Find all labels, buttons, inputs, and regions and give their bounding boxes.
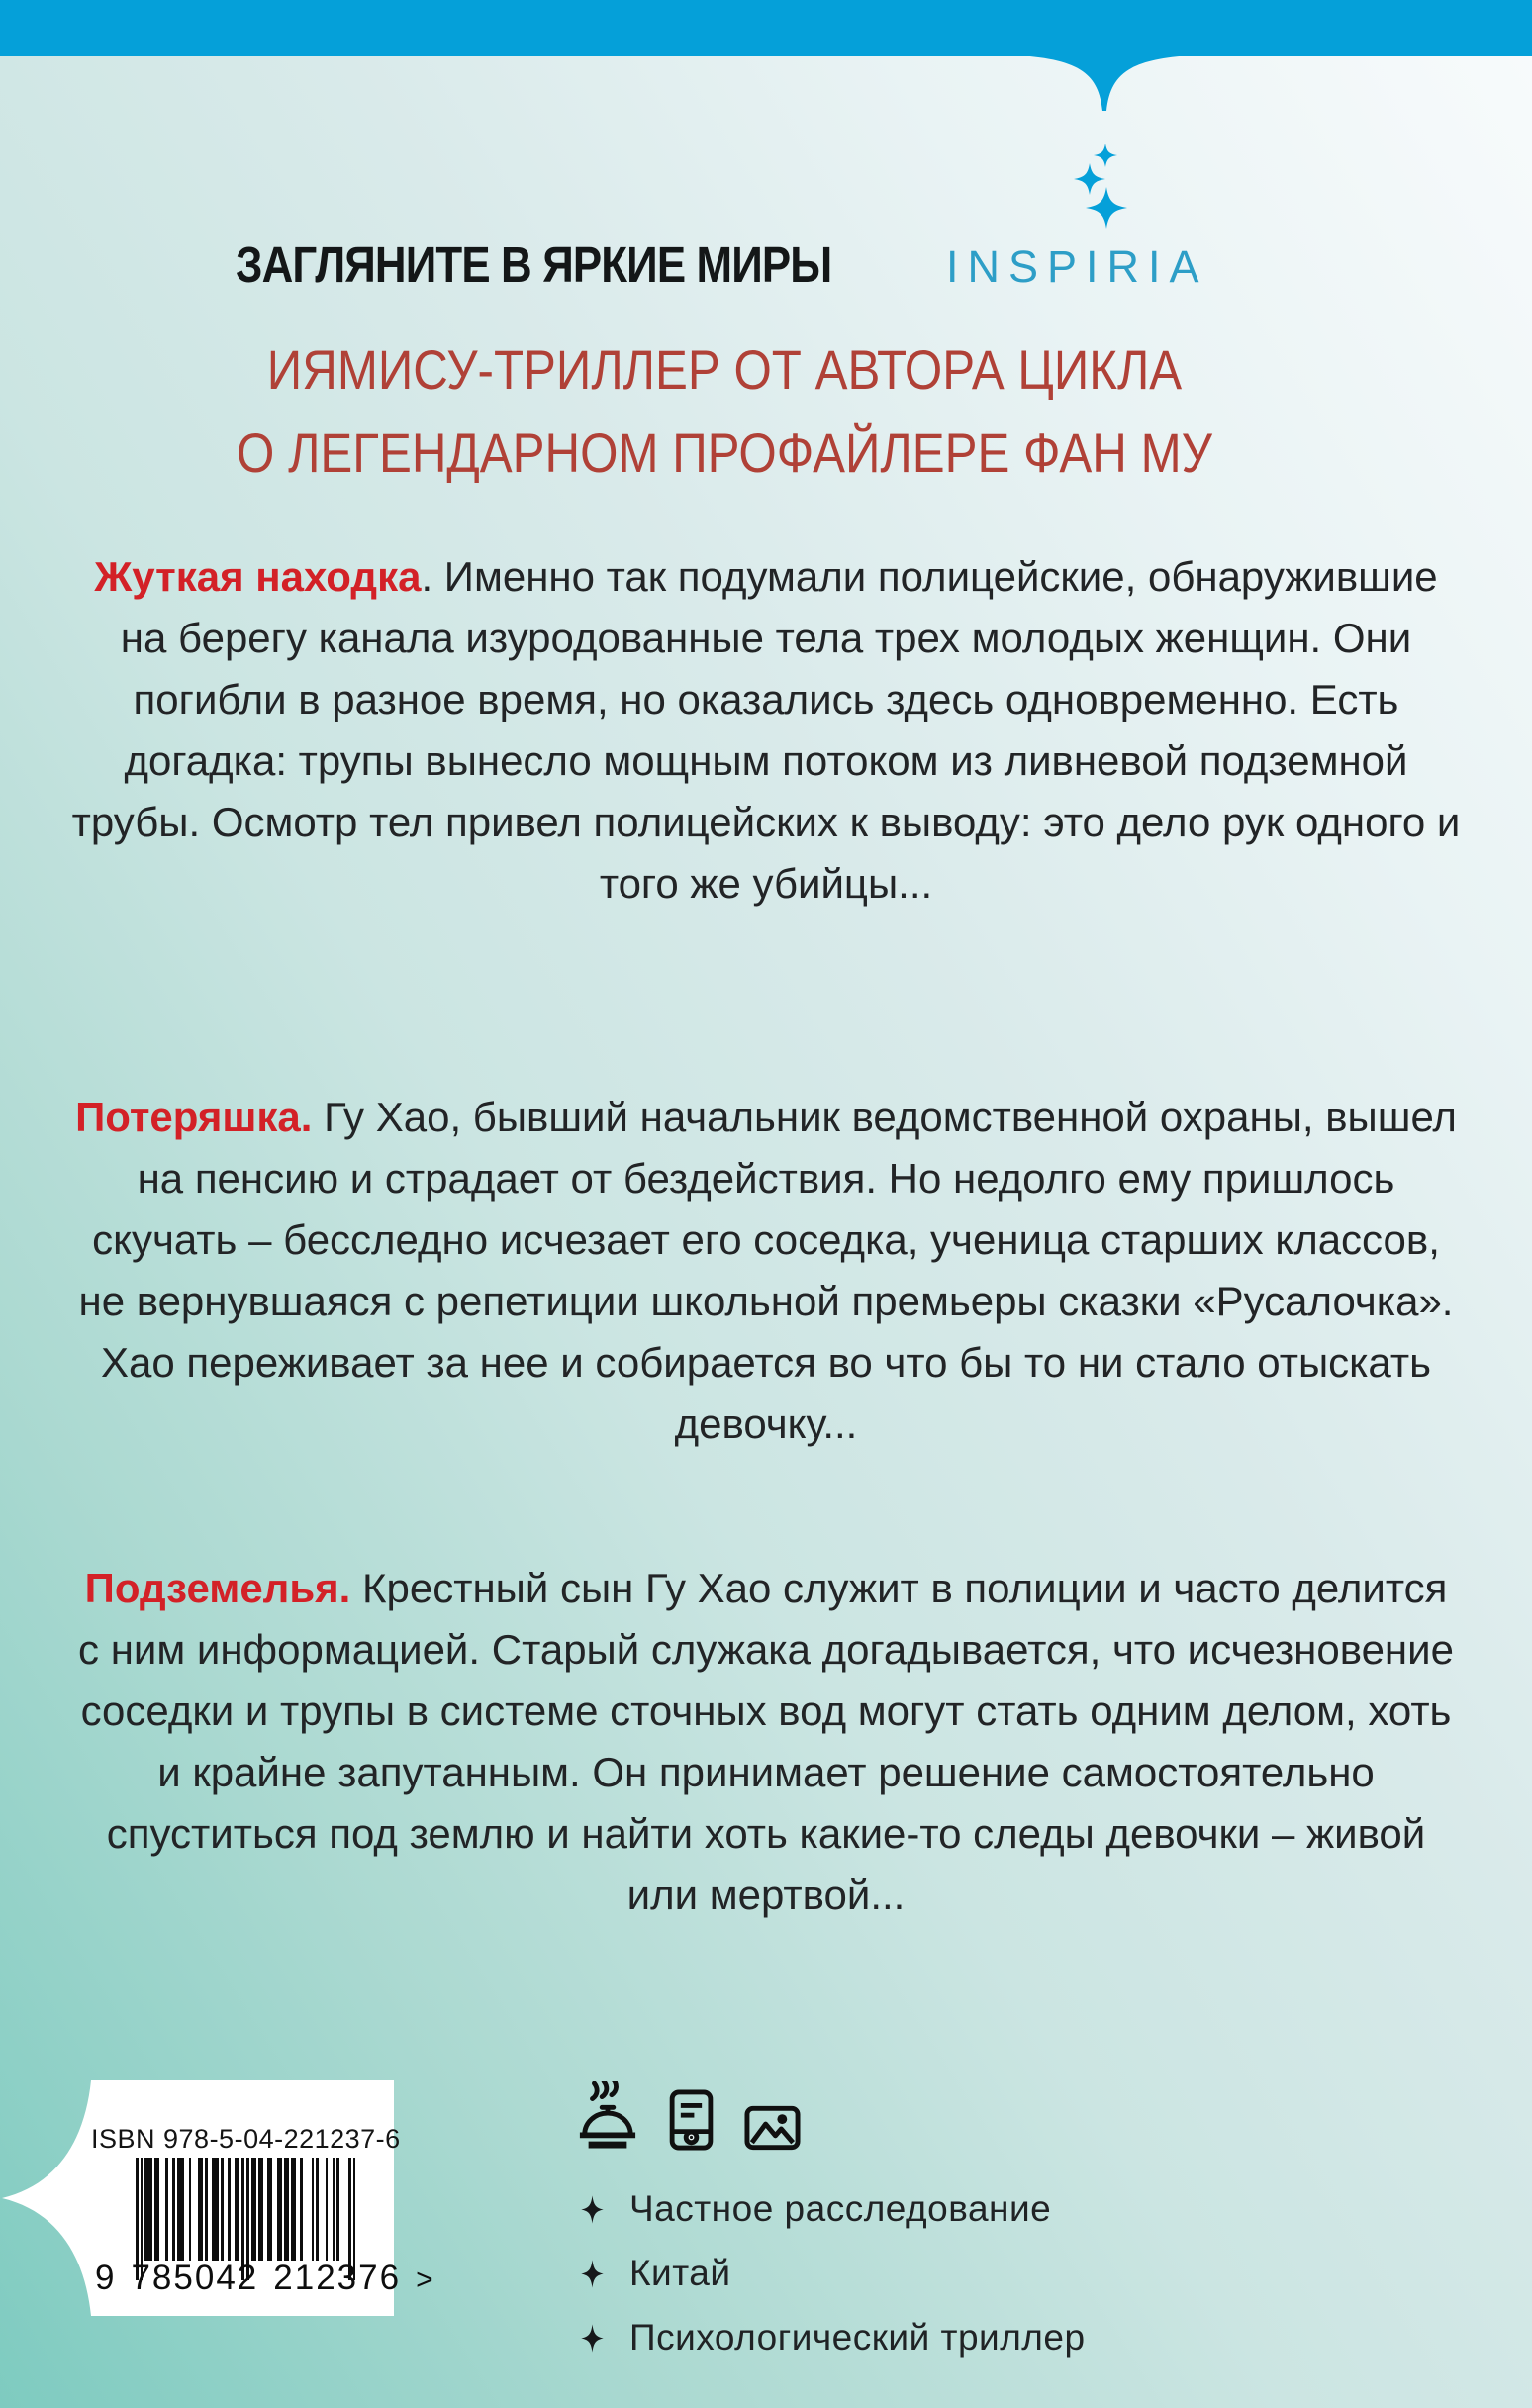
sparkle-medium-icon [1074, 163, 1105, 195]
hot-dish-icon [577, 2081, 638, 2151]
isbn-barcode-panel [0, 2080, 433, 2321]
tag-item [579, 2254, 1086, 2293]
image-icon [744, 2105, 801, 2151]
four-point-star-icon [579, 2323, 606, 2354]
annotation-paragraph-3 [71, 1558, 1461, 1926]
tagline [87, 329, 1362, 495]
tagline-line-2: О ЛЕГЕНДАРНОМ ПРОФАЙЛЕРЕ ФАН МУ [237, 422, 1212, 484]
genre-tags-list [579, 2189, 1086, 2382]
barcode-digit-group-2: 212376 [273, 2259, 402, 2297]
top-band [0, 0, 1532, 56]
paragraph-3-text: Крестный сын Гу Хао служит в полиции и часто делится с ним информацией. Старый служака догадывается, что исчезновение соседки и трупы в системе сточных вод могут стать одним делом, хоть и крайне запутанным. Он принимает решение самостоятельно спуститься под землю и найти хоть какие-то следы девочки – живой или мертвой... [78, 1565, 1454, 1918]
inspiria-wordmark: INSPIRIA [946, 241, 1208, 292]
barcode-arrow: > [416, 2264, 433, 2296]
ebook-icon [668, 2089, 715, 2151]
annotation-paragraph-2 [71, 1087, 1461, 1455]
annotation-paragraph-1 [71, 546, 1461, 915]
paragraph-3-lead: Подземелья. [84, 1565, 351, 1611]
paragraph-2-text: Гу Хао, бывший начальник ведомственной охраны, вышел на пенсию и страдает от бездействия. Но недолго ему пришлось скучать – бесследно исчезает его соседка, ученица старших классов, не вернувшаяся с репетиции школьной премьеры сказки «Русалочка». Хао переживает за нее и собирается во что бы то ни стало отыскать девочку... [78, 1094, 1457, 1447]
paragraph-1-lead: Жуткая находка [94, 553, 422, 600]
barcode-digits [95, 2259, 433, 2298]
barcode-digit-group-1: 785042 [131, 2259, 259, 2297]
tag-label: Психологический триллер [629, 2317, 1086, 2358]
paragraph-1-text: . Именно так подумали полицейские, обнаружившие на берегу канала изуродованные тела трех молодых женщин. Они погибли в разное время, но оказались здесь одновременно. Есть догадка: трупы вынесло мощным потоком из ливневой подземной трубы. Осмотр тел привел полицейских к выводу: это дело рук одного и того же убийцы... [71, 553, 1461, 907]
sparkle-small-icon [1094, 144, 1117, 167]
isbn-label: ISBN 978-5-04-221237-6 [91, 2124, 401, 2154]
format-icons-row [577, 2081, 801, 2151]
barcode-digit-lead: 9 [95, 2259, 117, 2297]
masthead-slogan: ЗАГЛЯНИТЕ В ЯРКИЕ МИРЫ [236, 237, 832, 293]
four-point-star-icon [579, 2194, 606, 2225]
tag-item [579, 2189, 1086, 2229]
drip-icon [1017, 55, 1192, 111]
paragraph-2-lead: Потеряшка. [75, 1094, 313, 1140]
four-point-star-icon [579, 2259, 606, 2289]
sparkle-large-icon [1086, 187, 1127, 229]
tagline-line-1: ИЯМИСУ-ТРИЛЛЕР ОТ АВТОРА ЦИКЛА [266, 338, 1183, 401]
tag-item [579, 2318, 1086, 2358]
tag-label: Частное расследование [629, 2188, 1052, 2229]
tag-label: Китай [629, 2253, 731, 2293]
inspiria-logo-mark-icon [990, 55, 1227, 239]
